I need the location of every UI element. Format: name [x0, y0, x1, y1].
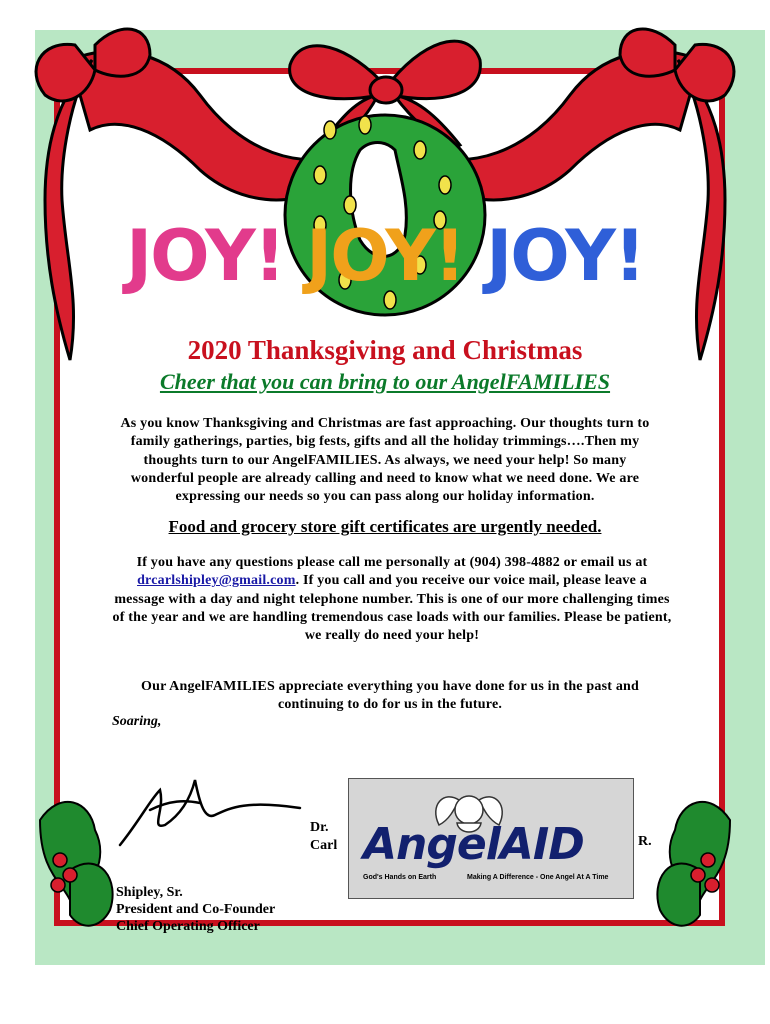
urgent-notice: Food and grocery store gift certificates are urgently needed. — [168, 517, 602, 536]
logo-tagline-left: God's Hands on Earth — [363, 874, 437, 881]
logo-tagline-right: Making A Difference - One Angel At A Time — [467, 874, 609, 881]
contact-paragraph — [112, 554, 672, 645]
contact-text-before: If you have any questions please call me personally at (904) 398-4882 or email us at — [136, 555, 648, 570]
contact-text-after: . If you call and you receive our voice mail, please leave a message with a day and night telephone number. This is one of our more challenging times of the year and we are handling tremendous case loads with our families. Please be patient, we really do need your help! — [112, 573, 672, 644]
signer-role-1: President and Co-Founder — [116, 902, 276, 917]
subheadline: Cheer that you can bring to our AngelFAMILIES — [159, 369, 611, 394]
signoff: Soaring, — [112, 714, 162, 729]
signer-title: Dr. — [310, 820, 329, 835]
joy-word-2: JOY! — [306, 215, 464, 297]
joy-banner — [0, 215, 770, 297]
intro-paragraph: As you know Thanksgiving and Christmas are fast approaching. Our thoughts turn to family gatherings, parties, big fests, gifts and all the holiday trimmings….Then my thoughts turn to our AngelFAMILIES. As always, we need your help! So many wonderful people are already calling and need to know what we need done. We are expressing our needs so you can pass along our holiday information. — [120, 416, 650, 505]
signer-last-name: Shipley, Sr. — [116, 885, 183, 900]
holly-icon-left — [40, 802, 113, 926]
signature-scribble — [120, 780, 300, 845]
appreciation-paragraph: Our AngelFAMILIES appreciate everything you have done for us in the past and continuing to do for us in the future. — [141, 679, 639, 713]
logo-wordmark: AngelAID — [363, 819, 584, 870]
signer-role-2: Chief Operating Officer — [116, 919, 260, 934]
angelaid-logo — [348, 778, 634, 899]
email-link[interactable]: drcarlshipley@gmail.com — [137, 573, 296, 589]
joy-word-3: JOY! — [486, 215, 644, 297]
signer-first-name: Carl — [310, 838, 338, 853]
holly-icon-right — [657, 802, 730, 926]
headline: 2020 Thanksgiving and Christmas — [187, 335, 583, 365]
signer-name-start — [310, 819, 337, 855]
signer-initial: R. — [638, 834, 652, 849]
joy-word-1: JOY! — [126, 215, 284, 297]
signature-block — [116, 884, 275, 935]
